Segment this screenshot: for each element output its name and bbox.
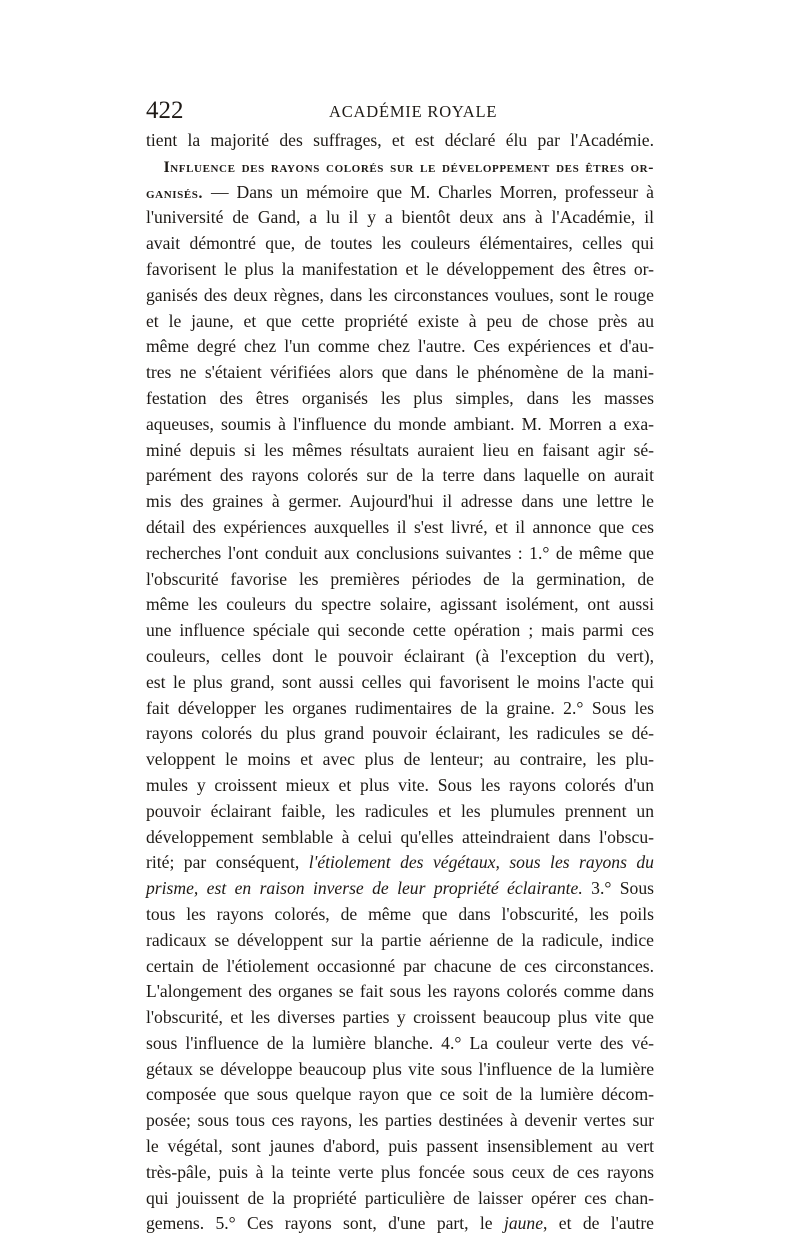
text-line: L'alongement des organes se fait sous les rayons colorés comme dans [146,981,654,1002]
text-line: et le jaune, et que cette propriété existe à peu de chose près au [146,310,654,331]
text-segment: 3.° Sous [582,878,655,899]
text-line: composée que sous quelque rayon que ce soit de la lumière décom- [146,1084,654,1105]
text-line: l'université de Gand, a lu il y a bientôt deux ans à l'Académie, il [146,207,654,228]
text-line: posée; sous tous ces rayons, les parties destinées à devenir vertes sur [146,1110,654,1131]
text-line: même degré chez l'un comme chez l'autre. Ces expériences et d'au- [146,336,654,357]
section-heading-end: ganisés. [146,184,203,202]
text-line: rayons colorés du plus grand pouvoir éclairant, les radicules se dé- [146,723,654,744]
text-line: est le plus grand, sont aussi celles qui favorisent le moins l'acte qui [146,671,654,692]
text-line: très-pâle, puis à la teinte verte plus foncée sous ceux de ces rayons [146,1161,654,1182]
running-title: ACADÉMIE ROYALE [329,102,498,121]
text-line: miné depuis si les mêmes résultats auraient lieu en faisant agir sé- [146,439,654,460]
text-line: une influence spéciale qui seconde cette opération ; mais parmi ces [146,620,654,641]
text-line [146,180,654,206]
text-line: mis des graines à germer. Aujourd'hui il adresse dans une lettre le [146,491,654,512]
text-segment: , et de l'autre [543,1213,654,1234]
italic-phrase: l'étiolement des végétaux, sous les rayons du [308,852,654,873]
text-line: couleurs, celles dont le pouvoir éclairant (à l'exception du vert), [146,645,654,666]
text-line: tient la majorité des suffrages, et est déclaré élu par l'Académie. [146,130,654,150]
text-segment: rité; par conséquent, [146,852,309,873]
page-number: 422 [146,97,184,124]
text-line: radicaux se développent sur la partie aérienne de la radicule, indice [146,929,654,950]
text-line [146,876,654,902]
text-line: l'obscurité favorise les premières périodes de la germination, de [146,568,654,589]
section-heading-line [146,154,654,180]
text-line: tres ne s'étaient vérifiées alors que dans le phénomène de la mani- [146,362,654,383]
section-heading: Influence des rayons colorés sur le développement des êtres or- [163,158,654,176]
text-line: pouvoir éclairant faible, les radicules et les plumules prennent un [146,800,654,821]
text-line: le végétal, sont jaunes d'abord, puis passent insensiblement au vert [146,1136,654,1157]
text-line: certain de l'étiolement occasionné par chacune de ces circonstances. [146,955,654,976]
text-line: l'obscurité, et les diverses parties y croissent beaucoup plus vite que [146,1007,654,1028]
text-line: favorisent le plus la manifestation et le développement des êtres or- [146,258,654,279]
italic-word: jaune [503,1213,544,1234]
text-line: sous l'influence de la lumière blanche. 4.° La couleur verte des vé- [146,1032,654,1053]
text-line: festation des êtres organisés les plus simples, dans les masses [146,387,654,408]
text-line [146,1211,654,1237]
text-line: détail des expériences auxquelles il s'est livré, et il annonce que ces [146,516,654,537]
text-line: fait développer les organes rudimentaires de la graine. 2.° Sous les [146,697,654,718]
italic-phrase: prisme, est en raison inverse de leur propriété éclairante. [146,878,583,899]
text-line [146,850,654,876]
text-line: ganisés des deux règnes, dans les circonstances voulues, sont le rouge [146,284,654,305]
text-line: tous les rayons colorés, de même que dans l'obscurité, les poils [146,903,654,924]
text-line: veloppent le moins et avec plus de lenteur; au contraire, les plu- [146,749,654,770]
text-line: mules y croissent mieux et plus vite. Sous les rayons colorés d'un [146,774,654,795]
text-line: recherches l'ont conduit aux conclusions suivantes : 1.° de même que [146,542,654,563]
text-line: qui jouissent de la propriété particulière de laisser opérer ces chan- [146,1187,654,1208]
body-text [146,128,654,1237]
text-line: gétaux se développe beaucoup plus vite sous l'influence de la lumière [146,1058,654,1079]
text-segment: gemens. 5.° Ces rayons sont, d'une part, le [146,1213,504,1234]
text-line: aqueuses, soumis à l'influence du monde ambiant. M. Morren a exa- [146,413,654,434]
text-line: même les couleurs du spectre solaire, agissant isolément, ont aussi [146,594,654,615]
text-line: développement semblable à celui qu'elles atteindraient dans l'obscu- [146,826,654,847]
text-line: avait démontré que, de toutes les couleurs élémentaires, celles qui [146,233,654,254]
page-header [146,96,666,126]
text-line: parément des rayons colorés sur de la terre dans laquelle on aurait [146,465,654,486]
text-segment: — Dans un mémoire que M. Charles Morren, professeur à [202,181,654,202]
